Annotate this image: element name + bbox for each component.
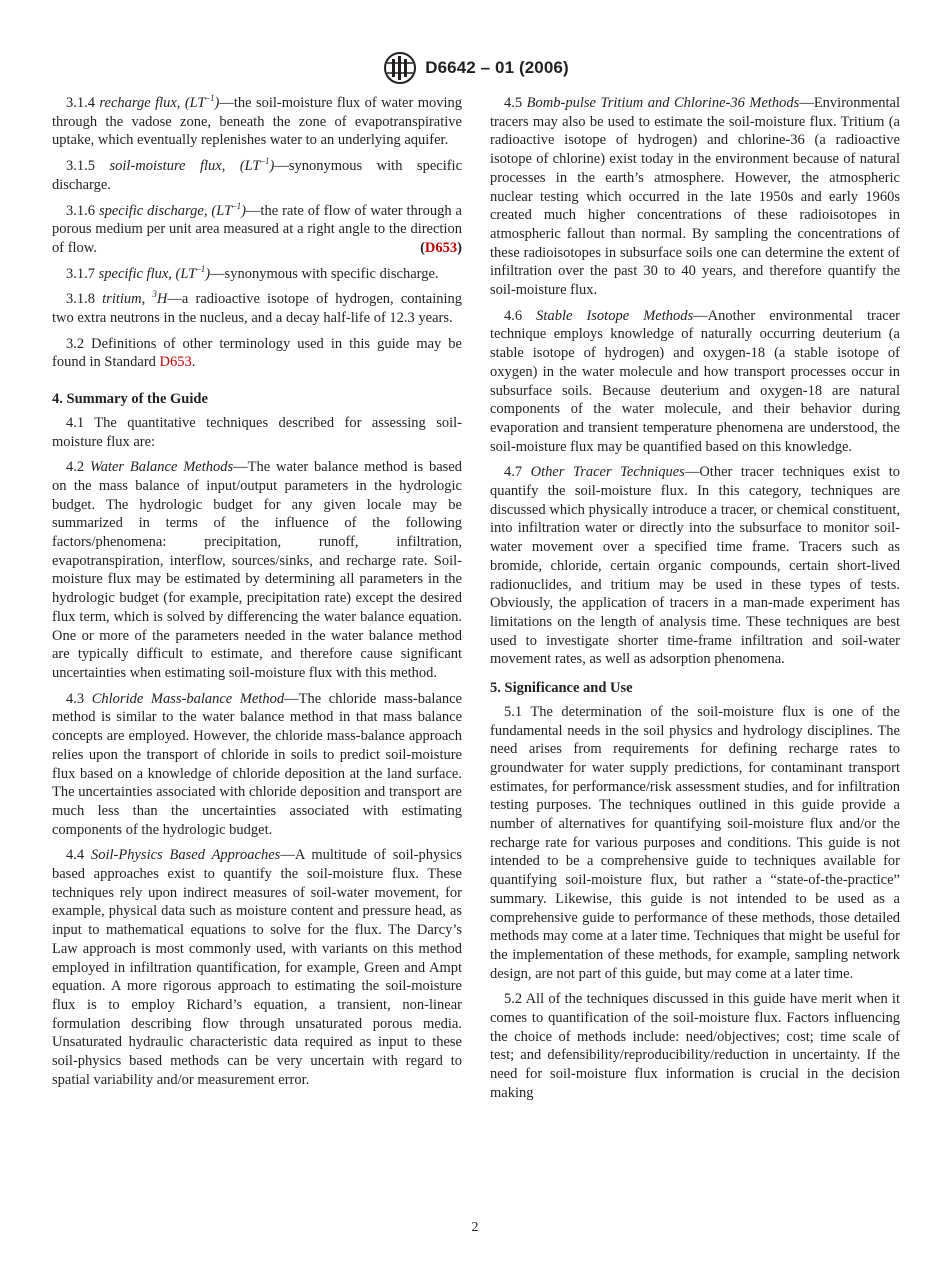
reference-link-d653[interactable]: D653 <box>424 239 458 256</box>
paragraph-4-6: 4.6 Stable Isotope Methods—Another environmental tracer technique employs knowledge of naturally occurring deuterium (a stable isotope of hydrogen) and oxygen-18 (a stable isotope of oxygen) in the water molecule and how transport processes occur in subsurface soils. Because deuterium and oxygen-18 are natural components of the water molecule, and their behavior during evaporation and transient temperature phenomena are understood, the soil-moisture flux may be quantified based on this knowledge. <box>490 307 900 455</box>
paragraph-4-7: 4.7 Other Tracer Techniques—Other tracer techniques exist to quantify the soil-moisture flux. In this category, techniques are discussed which physically introduce a tracer, or chemical constituent, into infiltration water or directly into the subsurface to monitor soil-water movement over a specified time frame. Tracers such as bromide, chloride, certain organic compounds, certain short-lived radionuclides, and tritium may be used in these types of tests. Obviously, the application of tracers in a man-made experiment has limitations on the length of analysis time. These techniques are best used to investigate shorter time-frame infiltration and soil-water movement rates, as well as adsorption phenomena. <box>490 464 900 668</box>
page-number: 2 <box>471 1220 479 1235</box>
left-column <box>52 94 462 1096</box>
reference-link-d653[interactable]: D653 <box>159 354 192 371</box>
paragraph-5-1: 5.1 The determination of the soil-moisture flux is one of the fundamental needs in the soil physics and hydrology disciplines. The need arises from requirements for defining recharge rates to groundwater for water supply predictions, for contaminant transport estimates, for performance/risk assessment studies, and for infiltration testing purposes. The techniques outlined in this guide provide a number of alternatives for quantifying soil-moisture flux and/or the recharge rate for various purposes and conditions. This guide is not intended to be a comprehensive guide to techniques available for quantifying soil-moisture flux, but rather a “state-of-the-practice” summary. Likewise, this guide is not intended to be used as a comprehensive guide to performance of these methods, those detailed methods may come at a later time. Techniques that might be useful for the implementation of these methods, for example, sampling network design, are not part of this guide, but may come at a later time. <box>490 703 900 982</box>
paragraph-4-1: 4.1 The quantitative techniques described for assessing soil-moisture flux are: <box>52 414 462 450</box>
definition-3-1-7: 3.1.7 specific flux, $(LT^{-1})—synonymous$ with specific discharge. <box>66 263 439 282</box>
definition-3-1-4: 3.1.4 recharge flux, $(LT^{-1})—the$ soil-moisture flux of water moving through the vadose zone, beneath the zone of evapotranspirative uptake, which eventually replenishes water to an underlying aquifer. <box>52 93 462 149</box>
section-heading-5: 5. Significance and Use <box>490 680 633 697</box>
paragraph-4-2: 4.2 Water Balance Methods—The water balance method is based on the mass balance of input/output parameters in the hydrologic budget. The hydrologic budget for any given locale may be summarized in terms of the influence of the following factors/phenomena: precipitation, runoff, infiltration, evapotranspiration, interflow, sources/sinks, and recharge rate. Soil-moisture flux may be estimated by determining all parameters in the hydrologic budget (for example, precipitation rate) except the desired flux term, which is solved by differencing the water balance equation. One or more of the parameters needed in the water balance method are typically difficult to estimate, and therefore cause significant uncertainties when estimating soil-moisture flux with this method. <box>52 459 462 681</box>
document-header <box>0 50 950 86</box>
definition-3-1-8: 3.1.8 tritium, $^3$H—a radioactive isotope of hydrogen, containing two extra neutrons in the nucleus, and a decay half-life of 12.3 years. <box>52 289 463 327</box>
paragraph-3-2: 3.2 Definitions of other terminology used in this guide may be found in Standard D653. <box>52 335 462 371</box>
definition-3-1-5: 3.1.5 soil-moisture flux, $(LT^{-1})—synonymous$ with specific discharge. <box>52 156 463 193</box>
paragraph-4-3: 4.3 Chloride Mass-balance Method—The chloride mass-balance method is similar to the water balance method in that mass balance concepts are employed. However, the chloride mass-balance approach relies upon the transport of chloride in soils to predict soil-moisture flux based on a knowledge of chloride deposition at the land surface. The uncertainties associated with chloride deposition and transport are much less than the uncertainties associated with estimating components of the hydrologic budget. <box>52 690 462 838</box>
standard-designation: D6642 – 01 (2006) <box>425 58 569 77</box>
astm-logo-icon <box>381 51 419 85</box>
definition-3-1-6: 3.1.6 specific discharge, $(LT^{-1})—the$ rate of flow of water through a porous medium per unit area measured at a right angle to the direction of flow. (D653) <box>52 200 462 256</box>
right-column <box>490 94 900 1103</box>
section-heading-4: 4. Summary of the Guide <box>52 391 208 408</box>
paragraph-4-4: 4.4 Soil-Physics Based Approaches—A multitude of soil-physics based approaches exist to quantify the soil-moisture flux. These techniques rely upon indirect measures of soil-water movement, for example, physical data such as moisture content and pressure head, as input to mathematical equations to solve for the flux. The Darcy’s Law approach is most commonly used, with variants on this method employed in infiltration quantification, for example, Green and Ampt equation. A more rigorous approach to estimating the soil-moisture flux is to employ Richard’s equation, a transient, non-linear formulation describing flow through unsaturated porous media. Unsaturated hydraulic characteristic data required as input to these soil-physics based methods can be very uncertain with regard to spatial variability and/or measurement error. <box>52 847 463 1088</box>
paragraph-4-5: 4.5 Bomb-pulse Tritium and Chlorine-36 Methods—Environmental tracers may also be used to estimate the soil-moisture flux. Tritium (a radioactive isotope of hydrogen) and chlorine-36 (a radioactive isotope of chlorine) exist today in the environment because of natural processes in the earth’s atmosphere. However, the atmospheric nuclear testing which occurred in the late 1950s and early 1960s created much higher concentrations of these radioisotopes in atmospheric fallout than normal. By sampling the concentrations of these radioisotopes in subsurface soils one can determine the extent of infiltration over the past 30 to 40 years, and therefore quantify the soil-moisture flux. <box>490 95 900 299</box>
paragraph-5-2: 5.2 All of the techniques discussed in this guide have merit when it comes to quantification of the soil-moisture flux. Factors influencing the choice of methods include: need/objectives; cost; time scale of test; and defensibility/reproducibility/reduction in uncertainty. If the need for soil-moisture flux information is crucial in the decision making <box>490 991 900 1101</box>
